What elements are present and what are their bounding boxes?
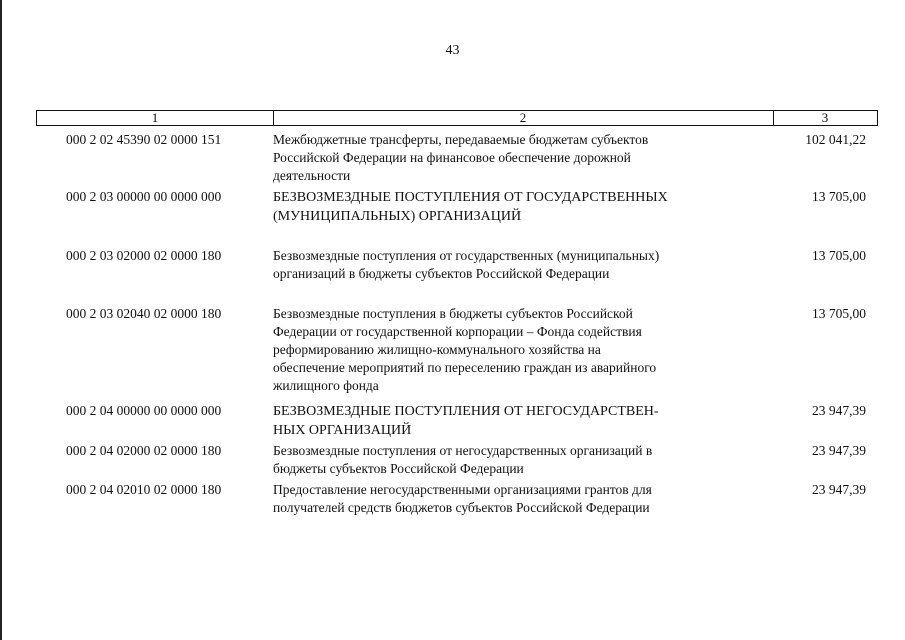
description-line: НЫХ ОРГАНИЗАЦИЙ: [273, 423, 412, 438]
row-description: [273, 188, 713, 226]
budget-code: 000 2 02 45390 02 0000 151: [66, 132, 222, 147]
description-line: жилищного фонда: [273, 378, 379, 393]
amount: 13 705,00: [812, 306, 866, 321]
row-description: [273, 131, 713, 185]
column-header-3: 3: [821, 110, 829, 125]
description-line: бюджеты субъектов Российской Федерации: [273, 461, 524, 476]
amount: 23 947,39: [812, 443, 866, 458]
description-line: Федерации от государственной корпорации – Фонда содействия: [273, 324, 642, 339]
description-line: организаций в бюджеты субъектов Российской Федерации: [273, 266, 610, 281]
amount: 102 041,22: [805, 132, 866, 147]
budget-code: 000 2 04 00000 00 0000 000: [66, 403, 222, 418]
description-line: деятельности: [273, 168, 351, 183]
description-line: БЕЗВОЗМЕЗДНЫЕ ПОСТУПЛЕНИЯ ОТ ГОСУДАРСТВЕННЫХ: [273, 190, 668, 205]
description-line: Безвозмездные поступления в бюджеты субъектов Российской: [273, 306, 633, 321]
description-line: Российской Федерации на финансовое обеспечение дорожной: [273, 150, 631, 165]
description-line: обеспечение мероприятий по переселению граждан из аварийного: [273, 360, 657, 375]
budget-code: 000 2 03 00000 00 0000 000: [66, 189, 222, 204]
row-description: [273, 247, 713, 283]
page-number: 43: [445, 43, 460, 58]
description-line: Безвозмездные поступления от государственных (муниципальных): [273, 248, 660, 263]
description-line: Предоставление негосударственными организациями грантов для: [273, 482, 652, 497]
description-line: реформированию жилищно-коммунального хозяйства на: [273, 342, 601, 357]
row-description: [273, 481, 713, 517]
budget-code: 000 2 03 02000 02 0000 180: [66, 248, 222, 263]
description-line: Межбюджетные трансферты, передаваемые бюджетам субъектов: [273, 132, 649, 147]
amount: 13 705,00: [812, 189, 866, 204]
page-edge-line: [0, 0, 2, 640]
budget-code: 000 2 04 02010 02 0000 180: [66, 482, 222, 497]
budget-code: 000 2 04 02000 02 0000 180: [66, 443, 222, 458]
description-line: (МУНИЦИПАЛЬНЫХ) ОРГАНИЗАЦИЙ: [273, 209, 522, 224]
column-header-1: 1: [37, 110, 274, 126]
description-line: БЕЗВОЗМЕЗДНЫЕ ПОСТУПЛЕНИЯ ОТ НЕГОСУДАРСТВЕН-: [273, 404, 659, 419]
row-description: [273, 402, 713, 440]
row-description: [273, 305, 713, 395]
row-description: [273, 442, 713, 478]
column-header-2: 2: [273, 110, 774, 126]
amount: 13 705,00: [812, 248, 866, 263]
description-line: получателей средств бюджетов субъектов Российской Федерации: [273, 500, 650, 515]
amount: 23 947,39: [812, 482, 866, 497]
amount: 23 947,39: [812, 403, 866, 418]
description-line: Безвозмездные поступления от негосударственных организаций в: [273, 443, 653, 458]
budget-code: 000 2 03 02040 02 0000 180: [66, 306, 222, 321]
table-header-row: [36, 110, 878, 126]
